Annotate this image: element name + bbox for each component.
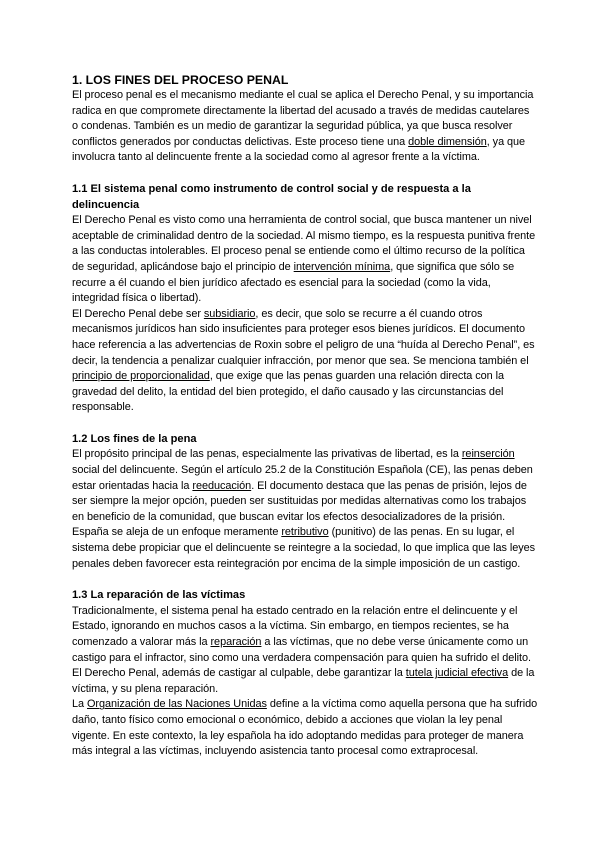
- section-1-1-paragraph-2: El Derecho Penal debe ser subsidiario, es decir, que solo se recurre a él cuando otros mecanismos jurídicos han sido insuficientes para proteger esos bienes jurídicos. El documento hace referencia a las advertencias de Roxin sobre el peligro de una “huída al Derecho Penal”, es decir, la tendencia a penalizar cualquier infracción, por menor que sea. Se menciona también el principio de proporcionalidad, que exige que las penas guarden una relación directa con la gravedad del delito, la entidad del bien protegido, el daño causado y las circunstancias del responsable.: [72, 307, 535, 414]
- underlined-term: tutela judicial efectiva: [405, 667, 509, 680]
- underlined-term: reeducación: [192, 479, 252, 492]
- document-title: 1. LOS FINES DEL PROCESO PENAL: [72, 73, 289, 87]
- section-1-1-paragraph-1: El Derecho Penal es visto como una herramienta de control social, que busca mantener un nivel aceptable de criminalidad dentro de la sociedad. Al mismo tiempo, es la respuesta punitiva frente a las conductas intolerables. El proceso penal se entiende como el último recurso de la política de seguridad, aplicándose bajo el principio de intervención mínima, que significa que sólo se recurre a él cuando el bien jurídico afectado es esencial para la sociedad (como la vida, integridad física o libertad).: [72, 214, 536, 305]
- underlined-term: subsidiario: [203, 307, 256, 320]
- underlined-term: retributivo: [281, 526, 329, 539]
- underlined-term: reparación: [210, 636, 262, 648]
- underlined-term: reinserción: [461, 448, 515, 461]
- section-1-2-paragraph-2: España se aleja de un enfoque meramente retributivo (punitivo) de las penas. En su lugar, el sistema debe propiciar que el delincuente se reintegre a la sociedad, lo que implica que las leyes penales deben favorecer esta reintegración por encima de la simple imposición de un castigo.: [72, 526, 536, 570]
- section-1-3-paragraph-1: Tradicionalmente, el sistema penal ha estado centrado en la relación entre el delincuente y el Estado, ignorando en muchos casos a la víctima. Sin embargo, en tiempos recientes, se ha comenzado a valorar más la reparación a las víctimas, que no debe verse únicamente como un castigo para el infractor, sino como una verdadera compensación para quien ha sufrido el delito. El Derecho Penal, además de castigar al culpable, debe garantizar la tutela judicial efectiva de la víctima, y su plena reparación.: [72, 604, 535, 695]
- section-heading-1-2: 1.2 Los fines de la pena: [72, 432, 197, 445]
- document-page: [72, 72, 538, 760]
- intro-paragraph: El proceso penal es el mecanismo mediante el cual se aplica el Derecho Penal, y su importancia radica en que compromete directamente la libertad del acusado a través de medidas cautelares o condenas. También es un medio de garantizar la seguridad pública, ya que busca resolver conflictos generados por conductas delictivas. Este proceso tiene una doble dimensión, ya que involucra tanto al delincuente frente a la sociedad como al agresor frente a la víctima.: [72, 89, 534, 164]
- section-1-2-paragraph-1: El propósito principal de las penas, especialmente las privativas de libertad, es la reinserción social del delincuente. Según el artículo 25.2 de la Constitución Española (CE), las penas deben estar orientadas hacia la reeducación. El documento destaca que las penas de prisión, lejos de ser siempre la mejor opción, pueden ser sustituidas por medidas alternativas como los trabajos en beneficio de la comunidad, que buscan evitar los efectos desocializadores de la prisión.: [72, 448, 533, 523]
- underlined-term: intervención mínima: [293, 260, 391, 273]
- underlined-term: principio de proporcionalidad: [72, 370, 210, 383]
- underlined-term: Organización de las Naciones Unidas: [87, 698, 267, 711]
- underlined-term: doble dimensión: [408, 135, 487, 148]
- section-heading-1-3: 1.3 La reparación de las víctimas: [72, 589, 246, 602]
- section-1-3-paragraph-2: La Organización de las Naciones Unidas define a la víctima como aquella persona que ha sufrido daño, tanto físico como emocional o económico, debido a acciones que violan la ley penal vigente. En este contexto, la ley española ha ido adoptando medidas para proteger de manera más integral a las víctimas, incluyendo asistencia tanto procesal como extraprocesal.: [72, 698, 538, 758]
- section-heading-1-1: 1.1 El sistema penal como instrumento de control social y de respuesta a la delincuencia: [72, 182, 471, 211]
